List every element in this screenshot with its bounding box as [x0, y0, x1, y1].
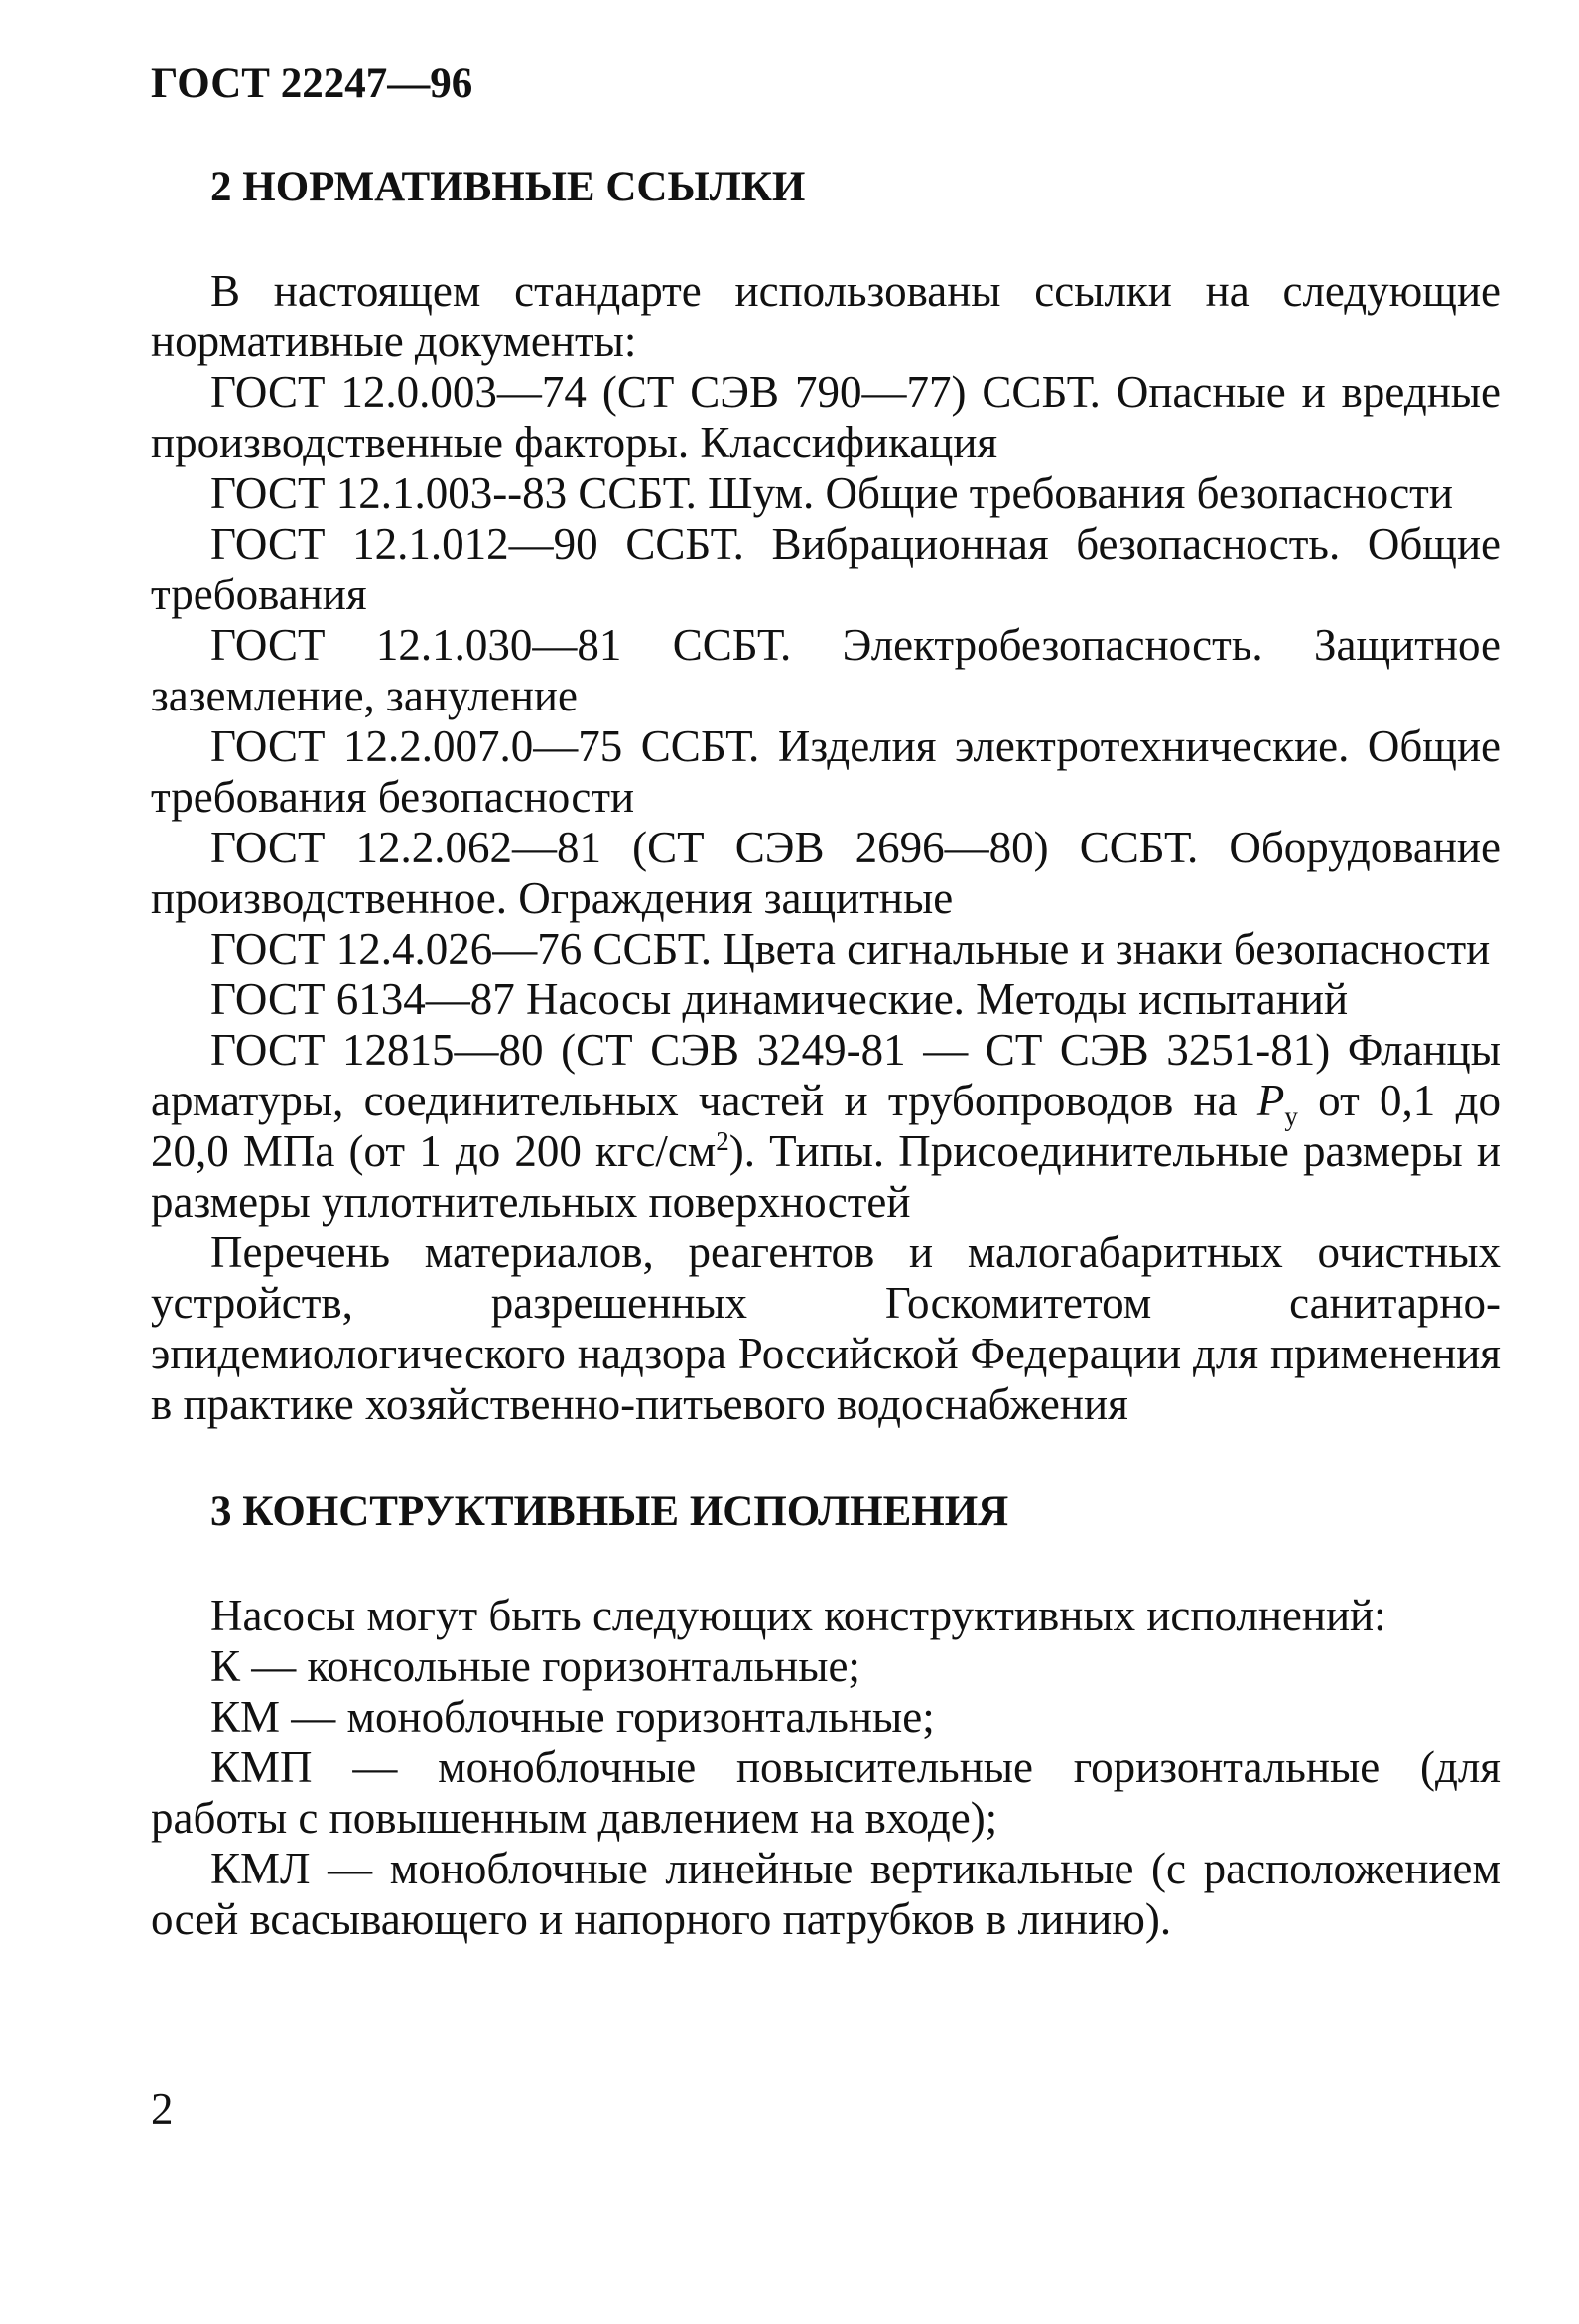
design-item: К — консольные горизонтальные;	[210, 1641, 860, 1691]
flange-ref-part3: ). Типы. Присоединительные размеры и размеры уплотнительных поверхностей	[151, 1126, 1501, 1227]
pressure-symbol: P	[1256, 1076, 1285, 1125]
reference-item: ГОСТ 12.2.062—81 (СТ СЭВ 2696—80) ССБТ. Оборудование производственное. Ограждения защитные	[151, 823, 1501, 923]
design-item: КМ — моноблочные горизонтальные;	[210, 1692, 935, 1742]
flange-ref-part2: от 0,1 до 20,0 МПа (от 1 до 200 кгс/см	[151, 1076, 1501, 1176]
pressure-subscript: у	[1284, 1101, 1298, 1131]
reference-item-list: Перечень материалов, реагентов и малогабаритных очистных устройств, разрешенных Госкомитетом санитарно-эпидемиологического надзора Российской Федерации для применения в практике хозяйственно-питьевого водоснабжения	[151, 1227, 1501, 1429]
reference-item: ГОСТ 12.1.030—81 ССБТ. Электробезопасность. Защитное заземление, зануление	[151, 620, 1501, 720]
document-header: ГОСТ 22247—96	[151, 61, 473, 107]
page-number: 2	[151, 2084, 174, 2133]
document-page	[151, 60, 1501, 1945]
reference-item: ГОСТ 12.1.012—90 ССБТ. Вибрационная безопасность. Общие требования	[151, 519, 1501, 619]
flange-ref-part1: ГОСТ 12815—80 (СТ СЭВ 3249-81 — СТ СЭВ 3251-81) Фланцы арматуры, соединительных частей и трубопроводов на	[151, 1025, 1501, 1125]
section-2-title: 2 НОРМАТИВНЫЕ ССЫЛКИ	[210, 164, 806, 210]
reference-item: ГОСТ 12.0.003—74 (СТ СЭВ 790—77) ССБТ. Опасные и вредные производственные факторы. Классификация	[151, 367, 1501, 467]
reference-item-flanges	[151, 1025, 1501, 1227]
section-3-title: 3 КОНСТРУКТИВНЫЕ ИСПОЛНЕНИЯ	[210, 1488, 1009, 1535]
section-2-intro: В настоящем стандарте использованы ссылки на следующие нормативные документы:	[151, 266, 1501, 366]
reference-item: ГОСТ 12.2.007.0—75 ССБТ. Изделия электротехнические. Общие требования безопасности	[151, 721, 1501, 822]
design-item: КМП — моноблочные повысительные горизонтальные (для работы с повышенным давлением на входе);	[151, 1743, 1501, 1843]
reference-item: ГОСТ 6134—87 Насосы динамические. Методы испытаний	[210, 974, 1349, 1024]
section-3-intro: Насосы могут быть следующих конструктивных исполнений:	[210, 1591, 1386, 1640]
unit-superscript: 2	[716, 1126, 729, 1156]
design-item: КМЛ — моноблочные линейные вертикальные (с расположением осей всасывающего и напорного патрубков в линию).	[151, 1844, 1501, 1944]
reference-item: ГОСТ 12.4.026—76 ССБТ. Цвета сигнальные и знаки безопасности	[210, 924, 1491, 973]
reference-item: ГОСТ 12.1.003--83 ССБТ. Шум. Общие требования безопасности	[210, 468, 1453, 518]
